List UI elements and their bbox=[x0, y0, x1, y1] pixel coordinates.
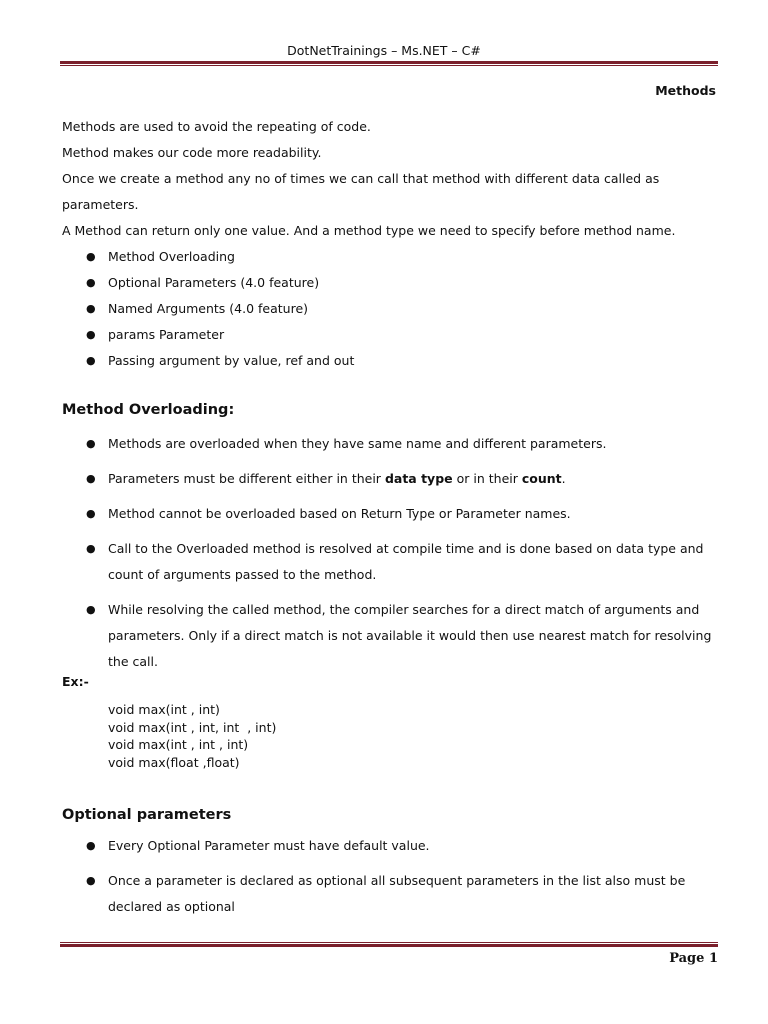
code-line: void max(int , int, int , int) bbox=[108, 719, 277, 735]
optional-list bbox=[62, 833, 722, 920]
header-rule-thin bbox=[60, 65, 718, 66]
list-item: ● Optional Parameters (4.0 feature) bbox=[62, 270, 722, 296]
bold-term: data type bbox=[384, 471, 453, 486]
intro-line: Methods are used to avoid the repeating of code. bbox=[62, 119, 371, 134]
list-item: ● Method Overloading bbox=[62, 244, 722, 270]
code-line: void max(int , int , int) bbox=[108, 737, 249, 752]
bullet-dot-icon: ● bbox=[86, 302, 96, 315]
header-title: DotNetTrainings – Ms.NET – C# bbox=[287, 43, 481, 58]
list-item: ● Named Arguments (4.0 feature) bbox=[62, 296, 722, 322]
topics-list bbox=[62, 244, 722, 374]
section-label: Methods bbox=[655, 83, 716, 98]
method-overloading-heading: Method Overloading: bbox=[62, 402, 235, 418]
bullet-dot-icon: ● bbox=[86, 276, 96, 289]
bullet-dot-icon: ● bbox=[86, 328, 96, 341]
bullet-dot-icon: ● bbox=[86, 507, 96, 520]
bullet-dot-icon: ● bbox=[86, 437, 96, 450]
list-item: ● Parameters must be different either in their data type or in their count. bbox=[62, 466, 722, 492]
list-item: ● Passing argument by value, ref and out bbox=[62, 348, 722, 374]
bullet-dot-icon: ● bbox=[86, 839, 96, 852]
bullet-dot-icon: ● bbox=[86, 874, 96, 887]
bullet-dot-icon: ● bbox=[86, 354, 96, 367]
list-item: ● Method cannot be overloaded based on Return Type or Parameter names. bbox=[62, 501, 722, 527]
intro-line: Method makes our code more readability. bbox=[62, 145, 322, 160]
optional-parameters-heading: Optional parameters bbox=[62, 807, 232, 823]
list-item: ● Once a parameter is declared as optional all subsequent parameters in the list also must be declared as optional bbox=[62, 868, 722, 920]
intro-line: parameters. bbox=[62, 197, 139, 212]
overloading-list bbox=[62, 431, 722, 675]
example-label: Ex:- bbox=[62, 674, 89, 689]
intro-line: A Method can return only one value. And a method type we need to specify before method name. bbox=[62, 223, 676, 238]
list-item: ● Call to the Overloaded method is resolved at compile time and is done based on data type and count of arguments passed to the method. bbox=[62, 536, 722, 588]
code-line: void max(float ,float) bbox=[108, 754, 240, 770]
bullet-dot-icon: ● bbox=[86, 472, 96, 485]
footer-rule-thin bbox=[60, 942, 718, 943]
code-block bbox=[62, 701, 722, 771]
bullet-dot-icon: ● bbox=[86, 250, 96, 263]
header-rule-thick bbox=[60, 61, 718, 64]
code-line: void max(int , int) bbox=[108, 702, 220, 717]
list-item: ● While resolving the called method, the compiler searches for a direct match of arguments and parameters. Only if a direct match is not available it would then use nearest match for resolving the call. bbox=[62, 597, 722, 675]
bullet-dot-icon: ● bbox=[86, 603, 96, 616]
intro-line: Once we create a method any no of times we can call that method with different data called as bbox=[62, 171, 660, 186]
footer-rule-thick bbox=[60, 944, 718, 947]
list-item: ● Every Optional Parameter must have default value. bbox=[62, 833, 722, 859]
bold-term: count bbox=[521, 471, 562, 486]
bullet-dot-icon: ● bbox=[86, 542, 96, 555]
header-rule bbox=[60, 61, 718, 66]
list-item: ● Methods are overloaded when they have same name and different parameters. bbox=[62, 431, 722, 457]
list-item: ● params Parameter bbox=[62, 322, 722, 348]
document-body bbox=[62, 114, 722, 929]
page-number: Page 1 bbox=[669, 951, 718, 966]
footer-rule bbox=[60, 942, 718, 947]
